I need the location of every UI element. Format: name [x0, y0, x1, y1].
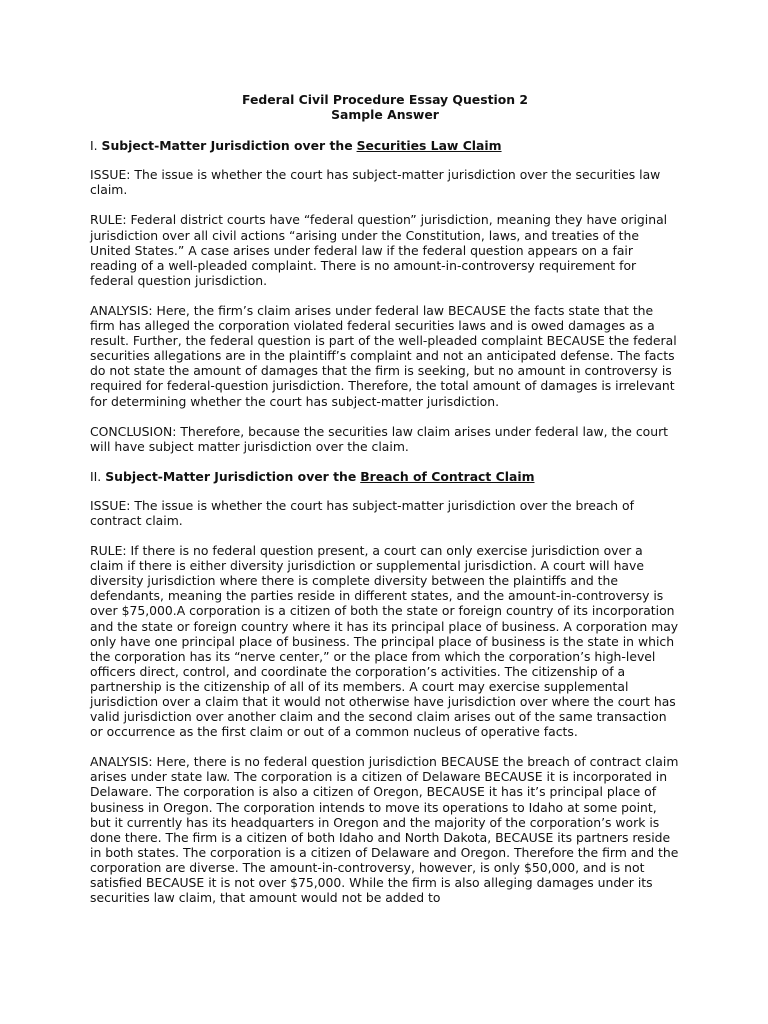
section-number: II.: [90, 468, 102, 484]
section-1-issue: ISSUE: The issue is whether the court has subject-matter jurisdiction over the securities law claim.: [90, 167, 661, 198]
document-title: Federal Civil Procedure Essay Question 2: [241, 92, 529, 107]
section-1-rule: RULE: Federal district courts have “federal question” jurisdiction, meaning they have original jurisdiction over all civil actions “arising under the Constitution, laws, and treaties of the United States.” A case arises under federal law if the federal question appears on a fair reading of a well-pleaded complaint. There is no amount-in-controversy requirement for federal question jurisdiction.: [90, 212, 668, 288]
section-heading-lead: Subject-Matter Jurisdiction over the: [105, 468, 357, 484]
section-heading-topic: Securities Law Claim: [356, 138, 502, 154]
section-2-heading: [90, 469, 680, 484]
document-subtitle: Sample Answer: [331, 107, 439, 123]
section-1-analysis: ANALYSIS: Here, the firm’s claim arises under federal law BECAUSE the facts state that the firm has alleged the corporation violated federal securities laws and is owed damages as a result. Further, the federal question is part of the well-pleaded complaint BECAUSE the federal securities allegations are in the plaintiff’s complaint and not an anticipated defense. The facts do not state the amount of damages that the firm is seeking, but no amount in controversy is required for federal-question jurisdiction. Therefore, the total amount of damages is irrelevant for determining whether the court has subject-matter jurisdiction.: [90, 302, 677, 409]
section-number: I.: [90, 138, 98, 154]
document-page: [90, 92, 680, 920]
section-heading-lead: Subject-Matter Jurisdiction over the: [101, 138, 353, 154]
section-2-rule: RULE: If there is no federal question present, a court can only exercise jurisdiction over a claim if there is either diversity jurisdiction or supplemental jurisdiction. A court will have diversity jurisdiction where there is complete diversity between the plaintiffs and the defendants, meaning the parties reside in different states, and the amount-in-controversy is over $75,000.A corporation is a citizen of both the state or foreign country of its incorporation and the state or foreign country where it has its principal place of business. A corporation may only have one principal place of business. The principal place of business is the state in which the corporation has its “nerve center,” or the place from which the corporation’s high-level officers direct, control, and coordinate the corporation’s activities. The citizenship of a partnership is the citizenship of all of its members. A court may exercise supplemental jurisdiction over a claim that it would not otherwise have jurisdiction over where the court has valid jurisdiction over another claim and the second claim arises out of the same transaction or occurrence as the first claim or out of a common nucleus of operative facts.: [90, 543, 679, 740]
section-1-heading: [90, 138, 680, 153]
section-2-analysis: ANALYSIS: Here, there is no federal question jurisdiction BECAUSE the breach of contract claim arises under state law. The corporation is a citizen of Delaware BECAUSE it is incorporated in Delaware. The corporation is also a citizen of Oregon, BECAUSE it has it’s principal place of business in Oregon. The corporation intends to move its operations to Idaho at some point, but it currently has its headquarters in Oregon and the majority of the corporation’s work is done there. The firm is a citizen of both Idaho and North Dakota, BECAUSE its partners reside in both states. The corporation is a citizen of Delaware and Oregon. Therefore the firm and the corporation are diverse. The amount-in-controversy, however, is only $50,000, and is not satisfied BECAUSE it is not over $75,000. While the firm is also alleging damages under its securities law claim, that amount would not be added to: [90, 754, 679, 906]
section-2-issue: ISSUE: The issue is whether the court has subject-matter jurisdiction over the breach of contract claim.: [90, 497, 635, 528]
section-1-conclusion: CONCLUSION: Therefore, because the securities law claim arises under federal law, the court will have subject matter jurisdiction over the claim.: [90, 423, 669, 454]
section-heading-topic: Breach of Contract Claim: [360, 468, 535, 484]
